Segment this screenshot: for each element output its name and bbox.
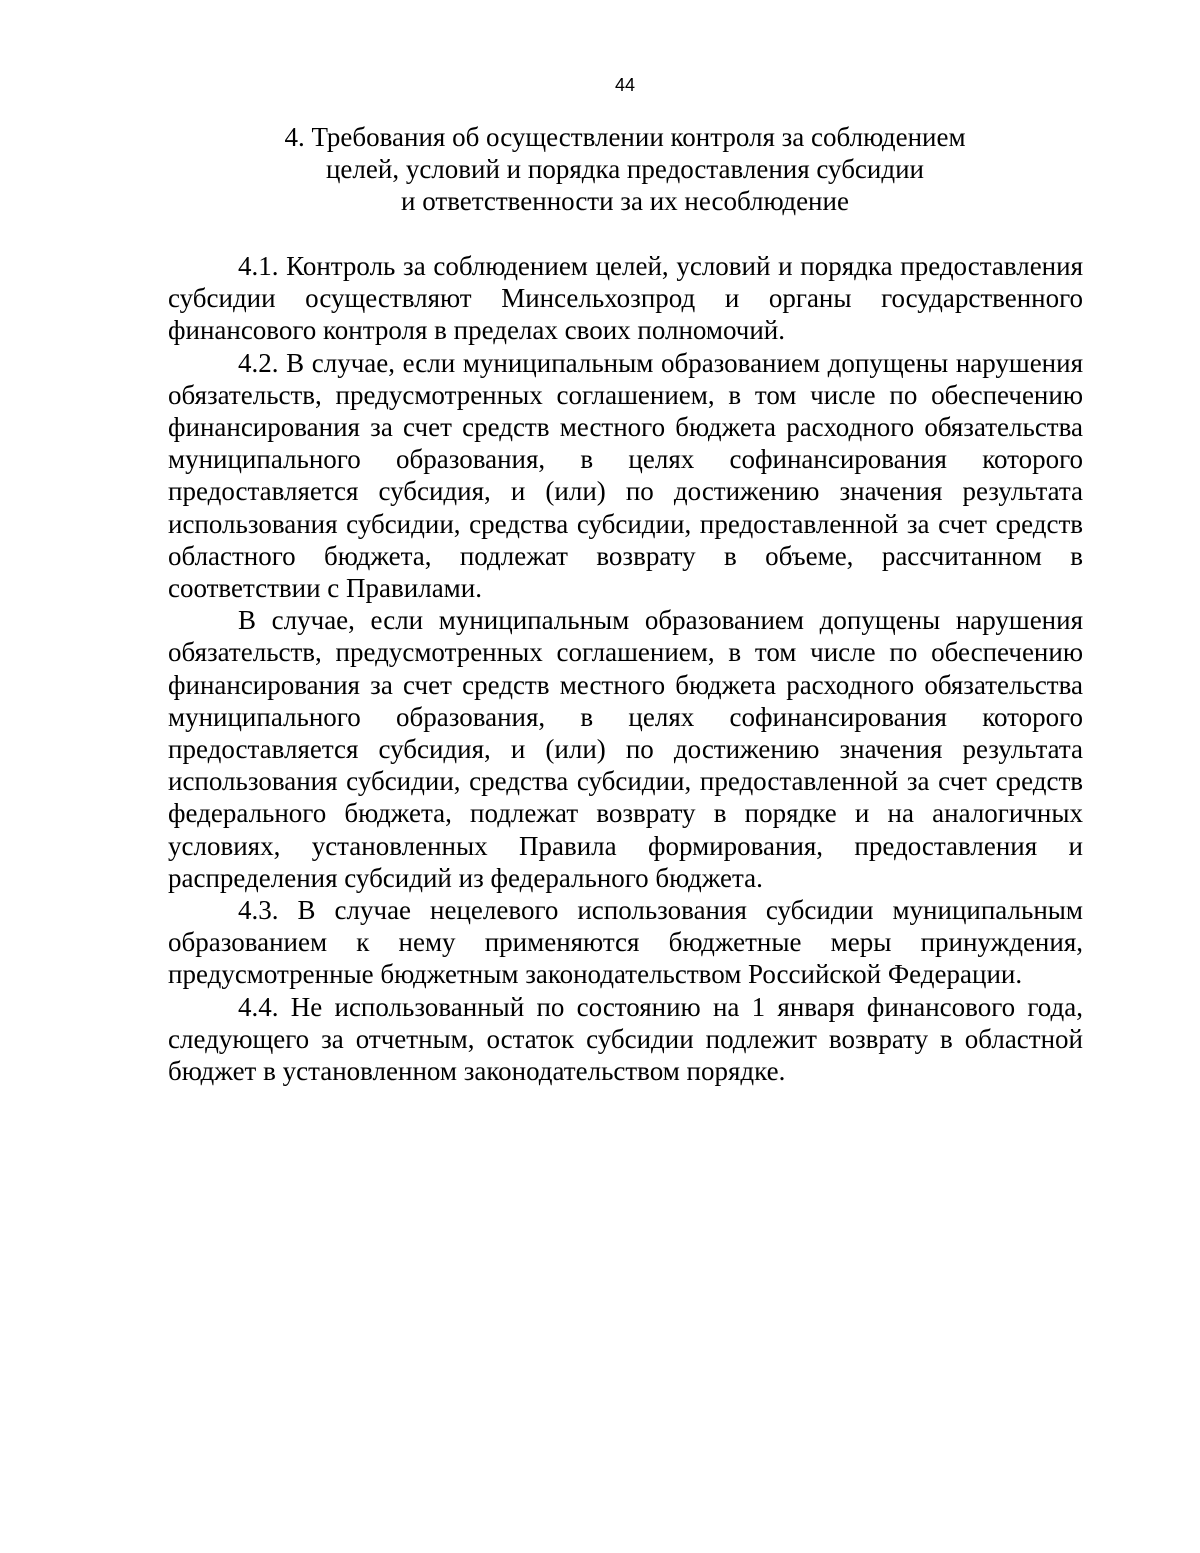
paragraph-4-3: 4.3. В случае нецелевого использования субсидии муниципальным образованием к нему применяются бюджетные меры принуждения, предусмотренные бюджетным законодательством Российской Федерации. [168, 895, 1083, 990]
heading-line-3: и ответственности за их несоблюдение [401, 186, 849, 216]
paragraph-4-1: 4.1. Контроль за соблюдением целей, условий и порядка предоставления субсидии осуществляют Минсельхозпрод и органы государственного финансового контроля в пределах своих полномочий. [168, 251, 1083, 346]
paragraph-4-2-continued: В случае, если муниципальным образованием допущены нарушения обязательств, предусмотренных соглашением, в том числе по обеспечению финансирования за счет средств местного бюджета расходного обязательства муниципального образования, в целях софинансирования которого предоставляется субсидия, и (или) по достижению значения результата использования субсидии, средства субсидии, предоставленной за счет средств федерального бюджета, подлежат возврату в порядке и на аналогичных условиях, установленных Правила формирования, предоставления и распределения субсидий из федерального бюджета. [168, 605, 1083, 893]
section-body [168, 250, 1083, 1087]
paragraph-4-2: 4.2. В случае, если муниципальным образованием допущены нарушения обязательств, предусмотренных соглашением, в том числе по обеспечению финансирования за счет средств местного бюджета расходного обязательства муниципального образования, в целях софинансирования которого предоставляется субсидия, и (или) по достижению значения результата использования субсидии, средства субсидии, предоставленной за счет средств областного бюджета, подлежат возврату в объеме, рассчитанном в соответствии с Правилами. [168, 347, 1083, 604]
paragraph-4-4: 4.4. Не использованный по состоянию на 1 января финансового года, следующего за отчетным, остаток субсидии подлежит возврату в областной бюджет в установленном законодательством порядке. [168, 991, 1083, 1087]
heading-line-2: целей, условий и порядка предоставления субсидии [325, 154, 925, 184]
heading-line-1: 4. Требования об осуществлении контроля за соблюдением [284, 122, 966, 152]
section-heading [250, 121, 1000, 217]
page-number: 44 [614, 75, 636, 95]
